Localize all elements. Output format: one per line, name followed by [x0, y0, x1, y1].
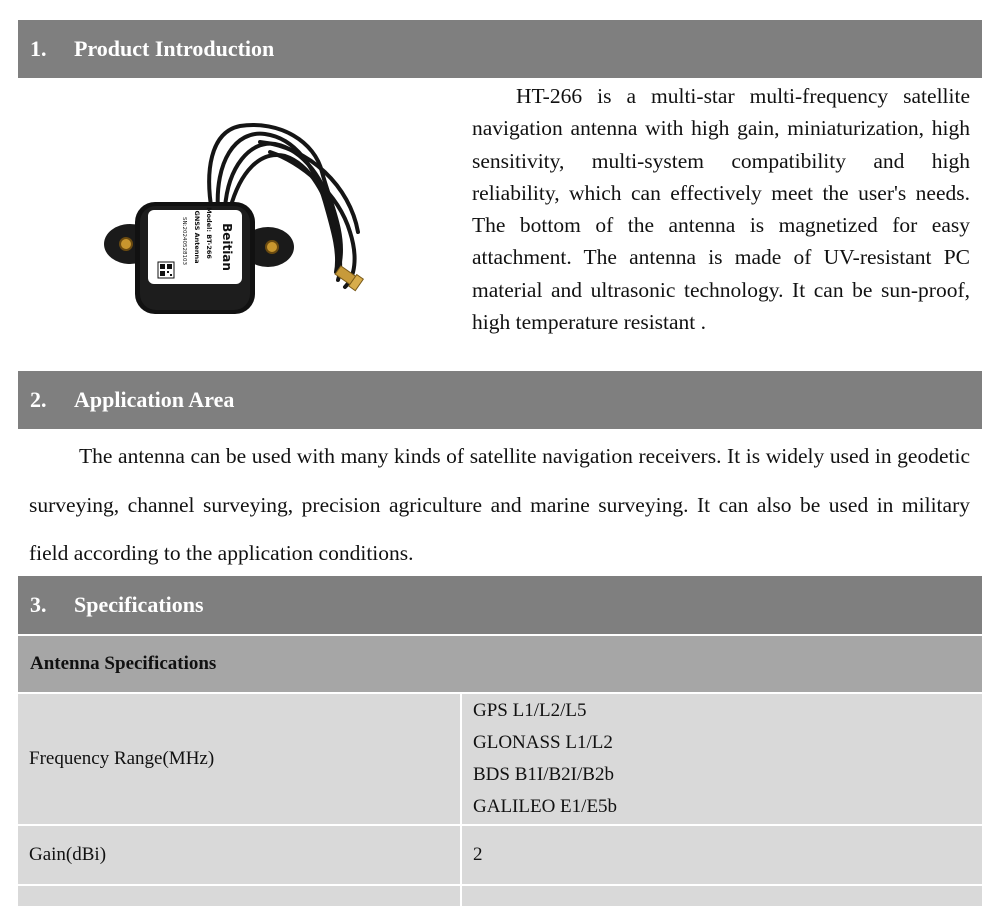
spec-label: Frequency Range(MHz) [18, 694, 460, 824]
table-row [18, 694, 982, 824]
table-row [18, 886, 982, 906]
section-header-application-area [18, 371, 982, 429]
table-row [18, 826, 982, 884]
spec-value [462, 886, 982, 906]
spec-label: Gain(dBi) [18, 826, 460, 884]
antenna-specifications-subheader: Antenna Specifications [18, 636, 982, 692]
brand-text: Beitian [220, 223, 234, 271]
section-number: 2. [30, 387, 47, 412]
product-introduction-text: HT-266 is a multi-star multi-frequency satellite navigation antenna with high gain, miniaturization, high sensitivity, multi-system compatibility and high reliability, which can effectively meet the user's needs. The bottom of the antenna is magnetized for easy attachment. The antenna is made of UV-resistant PC material and ultrasonic technology. It can be sun-proof, high temperature resistant . [472, 84, 970, 335]
section-title: Specifications [74, 592, 204, 617]
spec-value-line: GALILEO E1/E5b [473, 796, 618, 817]
spec-value-line: 2 [473, 844, 483, 865]
model-text: Model: BT-266 [205, 207, 213, 259]
section-header-specifications [18, 576, 982, 634]
spec-value [462, 694, 982, 824]
section-title: Product Introduction [74, 36, 275, 61]
spec-value-line: GPS L1/L2/L5 [473, 700, 587, 721]
spec-value [462, 826, 982, 884]
spec-label [18, 886, 460, 906]
gnss-antenna-image [100, 112, 380, 332]
serial-text: SN:20240528103 [181, 217, 187, 265]
qr-code-icon [158, 262, 174, 278]
spec-value-line: BDS B1I/B2I/B2b [473, 764, 614, 785]
spec-value-line: GLONASS L1/L2 [473, 732, 613, 753]
application-area-text: The antenna can be used with many kinds of satellite navigation receivers. It is widely used in geodetic surveying, channel surveying, precision agriculture and marine surveying. It can also be used in military field according to the application conditions. [29, 444, 970, 565]
section-header-product-introduction [18, 20, 982, 78]
section-title: Application Area [74, 387, 235, 412]
section-number: 1. [30, 36, 47, 61]
section-number: 3. [30, 592, 47, 617]
antenna-type-text: GNSS Antenna [193, 210, 201, 264]
